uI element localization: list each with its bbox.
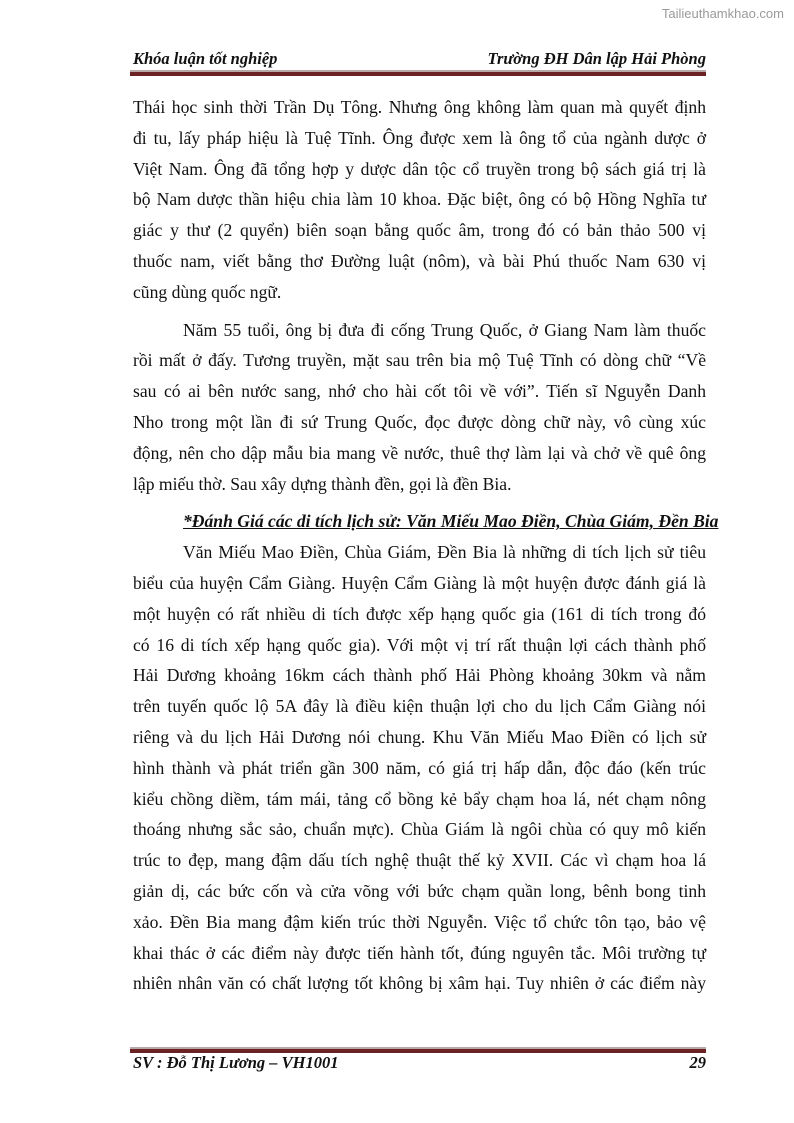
footer-author: SV : Đỗ Thị Lương – VH1001	[133, 1053, 339, 1072]
header-right: Trường ĐH Dân lập Hải Phòng	[487, 49, 706, 68]
document-body	[133, 92, 719, 999]
page-number: 29	[689, 1053, 706, 1072]
paragraph-line: giản dị, các bức cốn và cửa võng với bức chạm quần long, bênh bong tinh	[133, 880, 706, 901]
paragraph-line: thuốc nam, viết bằng thơ Đường luật (nôm), và bài Phú thuốc Nam 630 vị	[133, 250, 706, 271]
paragraph-line: giác y thư (2 quyển) biên soạn bằng quốc âm, trong đó có bản thảo 500 vị	[133, 220, 706, 241]
paragraph-line: có 16 di tích xếp hạng quốc gia). Với một vị trí rất thuận lợi cách thành phố	[133, 634, 706, 655]
paragraph-line: Thái học sinh thời Trần Dụ Tông. Nhưng ông không làm quan mà quyết định	[133, 97, 706, 117]
paragraph-line: biểu của huyện Cẩm Giàng. Huyện Cẩm Giàng là một huyện được đánh giá là	[133, 572, 706, 593]
paragraph-line: Văn Miếu Mao Điền, Chùa Giám, Đền Bia là những di tích lịch sử tiêu	[183, 542, 706, 563]
page-footer	[133, 1053, 706, 1073]
paragraph-line: lập miếu thờ. Sau xây dựng thành đền, gọi là đền Bia.	[133, 473, 512, 494]
page-header	[133, 49, 706, 69]
paragraph-line: Việt Nam. Ông đã tổng hợp y dược dân tộc cổ truyền trong bộ sách giá trị là	[133, 158, 706, 179]
paragraph-line: đi tu, lấy pháp hiệu là Tuệ Tĩnh. Ông được xem là ông tổ của ngành dược ở	[133, 127, 706, 148]
section-heading: *Đánh Giá các di tích lịch sử: Văn Miếu Mao Điền, Chùa Giám, Đền Bia	[183, 511, 719, 532]
paragraph-line: trên tuyến quốc lộ 5A đây là điều kiện thuận lợi cho du lịch Cẩm Giàng nói	[133, 696, 706, 717]
paragraph-line: rồi mất ở đấy. Tương truyền, mặt sau trên bia mộ Tuệ Tĩnh có dòng chữ “Về	[133, 350, 706, 371]
paragraph-line: trúc to đẹp, mang đậm dấu tích nghệ thuật thế kỷ XVII. Các vì chạm hoa lá	[133, 850, 706, 871]
paragraph-line: Nho trong một lần đi sứ Trung Quốc, đọc được dòng chữ này, vô cùng xúc	[133, 411, 706, 432]
paragraph-line: xảo. Đền Bia mang đậm kiến trúc thời Nguyễn. Việc tổ chức tôn tạo, bảo vệ	[133, 911, 706, 932]
header-left: Khóa luận tốt nghiệp	[133, 49, 278, 68]
paragraph-line: động, nên cho dập mẫu bia mang về nước, thuê thợ làm lại và chở về quê ông	[133, 442, 706, 463]
paragraph-line: kiểu chồng diềm, tám mái, tảng cổ bồng kẻ bẩy chạm hoa lá, nét chạm nông	[133, 788, 706, 809]
paragraph-line: khai thác ở các điểm này được tiến hành tốt, đúng nguyên tắc. Môi trường tự	[133, 942, 706, 963]
paragraph-line: sau có ai bên nước sang, nhớ cho hài cốt tôi về với”. Tiến sĩ Nguyễn Danh	[133, 381, 706, 402]
paragraph-line: nhiên nhân văn có chất lượng tốt không bị xâm hại. Tuy nhiên ở các điểm này	[133, 973, 706, 994]
watermark: Tailieuthamkhao.com	[661, 6, 784, 21]
paragraph-line: bộ Nam dược thần hiệu chia làm 10 khoa. Đặc biệt, ông có bộ Hồng Nghĩa tư	[133, 189, 706, 210]
paragraph-line: riêng và du lịch Hải Dương nói chung. Khu Văn Miếu Mao Điền có lịch sử	[133, 726, 706, 747]
paragraph-line: Hải Dương khoảng 16km cách thành phố Hải Phòng khoảng 30km và nằm	[133, 665, 706, 686]
paragraph-line: thoáng nhưng sắc sảo, chuẩn mực). Chùa Giám là ngôi chùa có quy mô kiến	[133, 819, 706, 840]
paragraph-line: hình thành và phát triển gần 300 năm, có giá trị hấp dẫn, độc đáo (kến trúc	[133, 757, 706, 778]
header-rule	[130, 70, 706, 76]
paragraph-line: cũng dùng quốc ngữ.	[133, 281, 282, 302]
paragraph-line: một huyện có rất nhiều di tích được xếp hạng quốc gia (161 di tích trong đó	[133, 603, 706, 624]
paragraph-line: Năm 55 tuổi, ông bị đưa đi cống Trung Quốc, ở Giang Nam làm thuốc	[183, 319, 706, 340]
